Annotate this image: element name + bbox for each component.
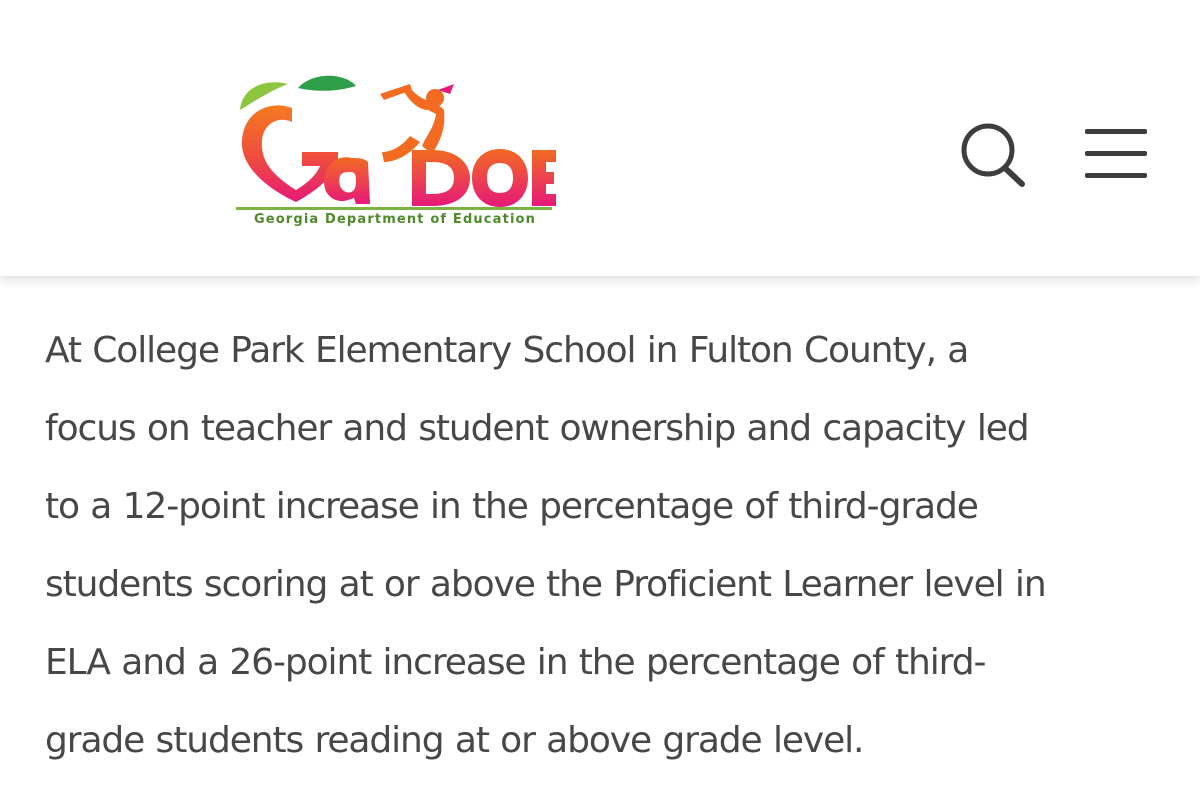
paragraph-line: At College Park Elementary School in Fulton County, a	[45, 330, 969, 371]
logo-caption: Georgia Department of Education	[253, 212, 537, 227]
gadoe-logo[interactable]	[232, 70, 557, 235]
paragraph-line: to a 12-point increase in the percentage of third-grade	[45, 486, 978, 527]
paragraph-line: focus on teacher and student ownership and capacity led	[45, 408, 1029, 449]
menu-button[interactable]	[1078, 118, 1158, 190]
search-button[interactable]	[956, 118, 1032, 190]
search-icon	[956, 118, 1032, 190]
article-body	[45, 312, 1165, 780]
paragraph-line: ELA and a 26-point increase in the percentage of third-	[45, 642, 986, 683]
paragraph-line: grade students reading at or above grade level.	[45, 720, 864, 761]
hamburger-menu-icon	[1078, 118, 1158, 190]
site-header	[0, 0, 1200, 276]
paragraph-line: students scoring at or above the Proficient Learner level in	[45, 564, 1046, 605]
logo-underline	[236, 207, 552, 210]
article-paragraph	[45, 312, 1165, 780]
gadoe-logo-graphic	[232, 70, 557, 210]
